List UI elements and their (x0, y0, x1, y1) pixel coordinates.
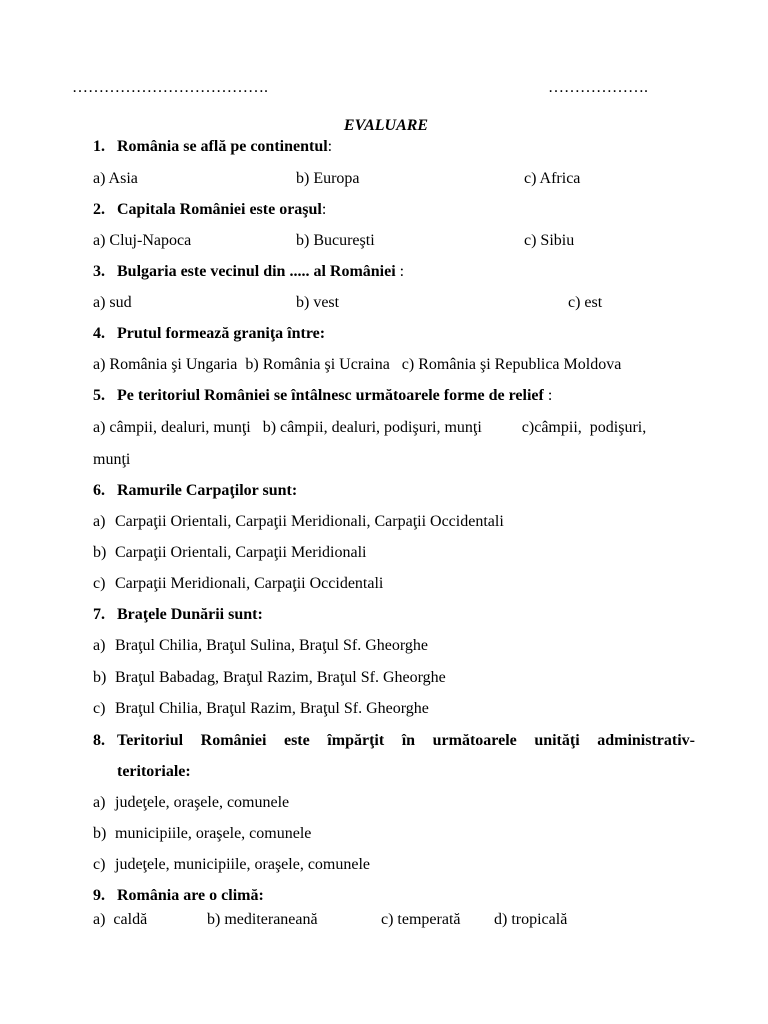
q3-option-b: b) vest (296, 294, 340, 311)
question-9 (93, 886, 264, 906)
question-number: 6. (93, 482, 105, 499)
q1-option-b: b) Europa (296, 170, 360, 187)
q1-option-c: c) Africa (524, 170, 581, 187)
question-5: 5. Pe teritoriul României se întâlnesc următoarele forme de relief : (93, 387, 553, 404)
q9-option-d: d) tropicală (494, 911, 568, 928)
question-number: 4. (93, 325, 105, 342)
q8-option-b: b) municipiile, oraşele, comunele (93, 825, 312, 842)
question-text: Braţele Dunării sunt: (117, 606, 263, 623)
q3-option-c: c) est (568, 294, 603, 311)
q6-option-b: b) Carpaţii Orientali, Carpaţii Meridionali (93, 544, 367, 561)
name-blank: ………………………………. (72, 79, 268, 96)
question-number: 5. (93, 387, 105, 404)
question-1: 1. România se află pe continentul: (93, 138, 333, 155)
q9-option-b: b) mediteraneană (207, 911, 318, 928)
q1-option-a: a) Asia (93, 170, 138, 187)
q6-option-a: a) Carpaţii Orientali, Carpaţii Meridionali, Carpaţii Occidentali (93, 513, 504, 530)
q7-option-c: c) Braţul Chilia, Braţul Razim, Braţul Sf. Gheorghe (93, 700, 429, 717)
question-text: Teritoriul României este împărţit în următoarele unităţi administrativ- (117, 732, 695, 749)
question-6 (93, 481, 297, 501)
class-blank: ………………. (548, 79, 648, 96)
question-text: Prutul formează graniţa între: (117, 325, 326, 342)
question-number: 9. (93, 887, 105, 904)
question-8 (93, 731, 695, 751)
question-number: 2. (93, 201, 105, 218)
page-title: EVALUARE (343, 117, 429, 134)
q6-option-c: c) Carpaţii Meridionali, Carpaţii Occidentali (93, 575, 384, 592)
q3-option-a: a) sud (93, 294, 132, 311)
question-text: Pe teritoriul României se întâlnesc următoarele forme de relief (117, 387, 544, 404)
question-text: România se află pe continentul (117, 138, 328, 155)
question-text: România are o climă: (117, 887, 264, 904)
q4-options: a) România şi Ungaria b) România şi Ucraina c) România şi Republica Moldova (93, 356, 622, 373)
q5-options: a) câmpii, dealuri, munţi b) câmpii, dealuri, podişuri, munţi c)câmpii, podişuri, (93, 419, 647, 436)
q2-option-a: a) Cluj-Napoca (93, 232, 192, 249)
question-number: 7. (93, 606, 105, 623)
question-text: Ramurile Carpaţilor sunt: (117, 482, 298, 499)
q9-option-c: c) temperată (381, 911, 461, 928)
question-text: Capitala României este oraşul (117, 201, 322, 218)
question-number: 1. (93, 138, 105, 155)
question-text: Bulgaria este vecinul din ..... al României (117, 263, 396, 280)
q7-option-b: b) Braţul Babadag, Braţul Razim, Braţul Sf. Gheorghe (93, 669, 446, 686)
q9-option-a: a) caldă (93, 911, 148, 928)
question-number: 3. (93, 263, 105, 280)
q2-option-c: c) Sibiu (524, 232, 575, 249)
question-number: 8. (93, 732, 105, 749)
q5-options-continued: munţi (93, 451, 131, 468)
question-4 (93, 324, 325, 344)
q8-option-a: a) judeţele, oraşele, comunele (93, 794, 290, 811)
q2-option-b: b) Bucureşti (296, 232, 375, 249)
question-7 (93, 605, 263, 625)
question-8-continued: teritoriale: (117, 763, 191, 780)
question-3: 3. Bulgaria este vecinul din ..... al României : (93, 263, 405, 280)
question-2: 2. Capitala României este oraşul: (93, 201, 327, 218)
q7-option-a: a) Braţul Chilia, Braţul Sulina, Braţul Sf. Gheorghe (93, 637, 428, 654)
q8-option-c: c) judeţele, municipiile, oraşele, comunele (93, 856, 371, 873)
